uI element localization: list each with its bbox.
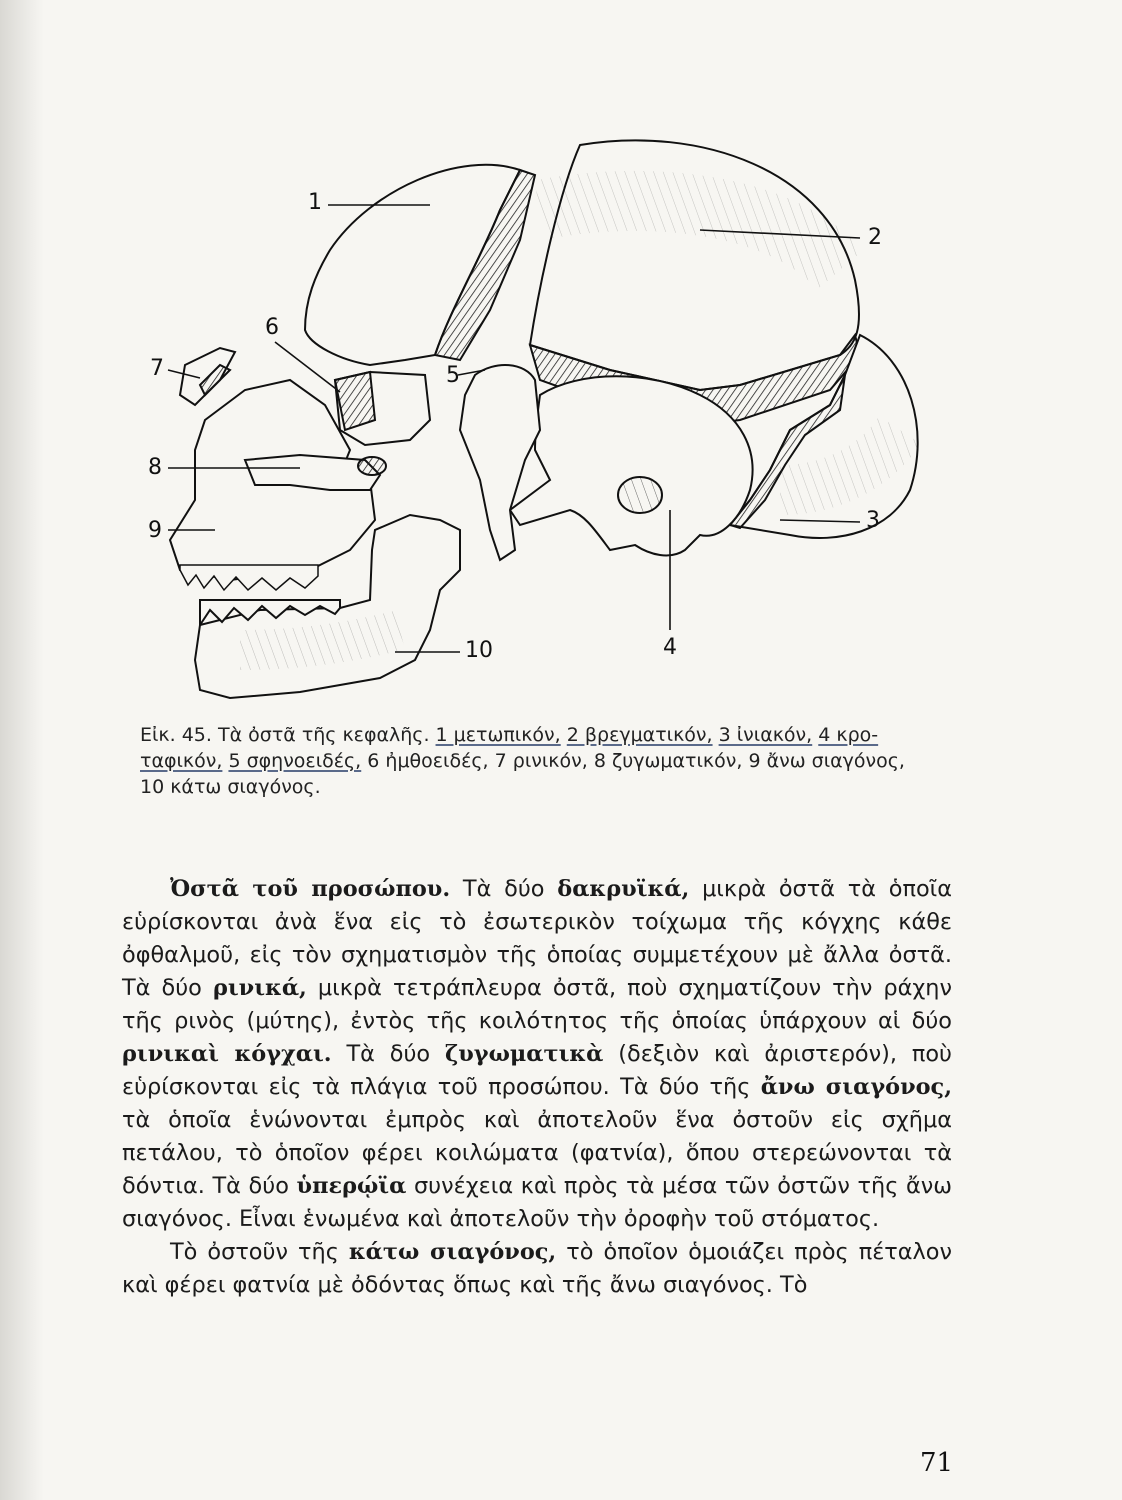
term-lacrimal: δακρυϊκά, [557,876,690,902]
caption-item-9: 9 ἄνω σιαγόνος, [748,750,905,772]
text-run: Τὰ δύο [450,876,558,902]
figure-caption [140,722,960,800]
text-run: Τὰ δύο [331,1041,445,1067]
term-nasal-conchae: ρινικαὶ κόγχαι. [122,1041,332,1067]
figure-label-2: 2 [868,225,882,250]
figure-label-6: 6 [265,315,279,340]
upper-teeth [180,565,318,590]
caption-item-2: 2 βρεγματικόν, [566,724,713,746]
text-run: (δεξιὸν καὶ ἀριστερόν), ποὺ εὑρίσκονται εἰς τὰ πλάγια τοῦ προσώπου. Τὰ δύο τῆς [122,1041,952,1100]
section-heading: Ὀστᾶ τοῦ προσώπου. [170,876,451,902]
text-run: μικρὰ ὀστᾶ τὰ ὁποῖα εὑρίσκονται ἀνὰ ἕνα εἰς τὸ ἐσωτερικὸν τοίχωμα τῆς κόγχης κάθε ὀφθαλμοῦ, εἰς τὸν σχηματισμὸν τῆς ὁποίας συμμετέχουν μὲ ἄλλα ὀστᾶ. Τὰ δύο [122,876,952,1001]
book-gutter [0,0,44,1500]
text-run: τὸ ὁποῖον ὁμοιάζει πρὸς πέταλον καὶ φέρει φατνία μὲ ὀδόντας ὅπως καὶ τῆς ἄνω σιαγόνος. Τὸ [122,1239,952,1298]
skull-figure [140,130,960,710]
figure-label-3: 3 [866,508,880,533]
figure-label-7: 7 [150,356,164,381]
figure-label-5: 5 [446,363,460,388]
caption-fig-number: Εἰκ. 45. [140,724,212,746]
caption-lead: Τὰ ὀστᾶ τῆς κεφαλῆς. [211,724,436,746]
figure-label-4: 4 [663,635,677,660]
caption-item-6: 6 ἠμθοειδές, [367,750,489,772]
term-mandible: κάτω σιαγόνος, [348,1239,557,1265]
sphenoid-bone [460,365,540,560]
figure-label-9: 9 [148,518,162,543]
text-run: μικρὰ τετράπλευρα ὀστᾶ, ποὺ σχηματίζουν τὴν ράχην τῆς ρινὸς (μύτης), ἐντὸς τῆς κοιλότητος τῆς ὁποίας ὑπάρχουν αἱ δύο [122,975,952,1034]
body-text [122,873,952,1302]
caption-item-10: 10 κάτω σιαγόνος. [140,776,321,798]
figure-label-8: 8 [148,455,162,480]
page-number: 71 [920,1448,954,1478]
caption-item-4b: ταφικόν, [140,750,223,772]
caption-item-4a: 4 κρο- [818,724,879,746]
paragraph-2 [122,1236,952,1302]
text-run: τὰ ὁποῖα ἑνώνονται ἐμπρὸς καὶ ἀποτελοῦν ἕνα ὀστοῦν εἰς σχῆμα πετάλου, τὸ ὁποῖον φέρει κοιλώματα (φατνία), ὅπου στερεώνονται τὰ δόντια. Τὰ δύο [122,1107,952,1199]
figure-label-1: 1 [308,190,322,215]
caption-item-7: 7 ρινικόν, [494,750,588,772]
caption-item-8: 8 ζυγωματικόν, [593,750,743,772]
term-maxilla: ἄνω σιαγόνος, [760,1074,952,1100]
figure-label-10: 10 [465,638,493,663]
term-zygomatic: ζυγωματικὰ [444,1041,604,1067]
caption-item-5: 5 σφηνοειδές, [228,750,362,772]
text-run: συνέχεια καὶ πρὸς τὰ μέσα τῶν ὀστῶν τῆς ἄνω σιαγόνος. Εἶναι ἑνωμένα καὶ ἀποτελοῦν τὴν ὀροφὴν τοῦ στόματος. [122,1173,953,1232]
skull-illustration [140,130,960,710]
paragraph-1 [122,873,952,1236]
text-run: Τὸ ὀστοῦν τῆς [170,1239,349,1265]
term-palatine: ὑπερῴϊα [296,1173,407,1199]
term-nasal: ρινικά, [212,975,307,1001]
caption-item-3: 3 ἰνιακόν, [718,724,813,746]
caption-item-1: 1 μετωπικόν, [435,724,561,746]
